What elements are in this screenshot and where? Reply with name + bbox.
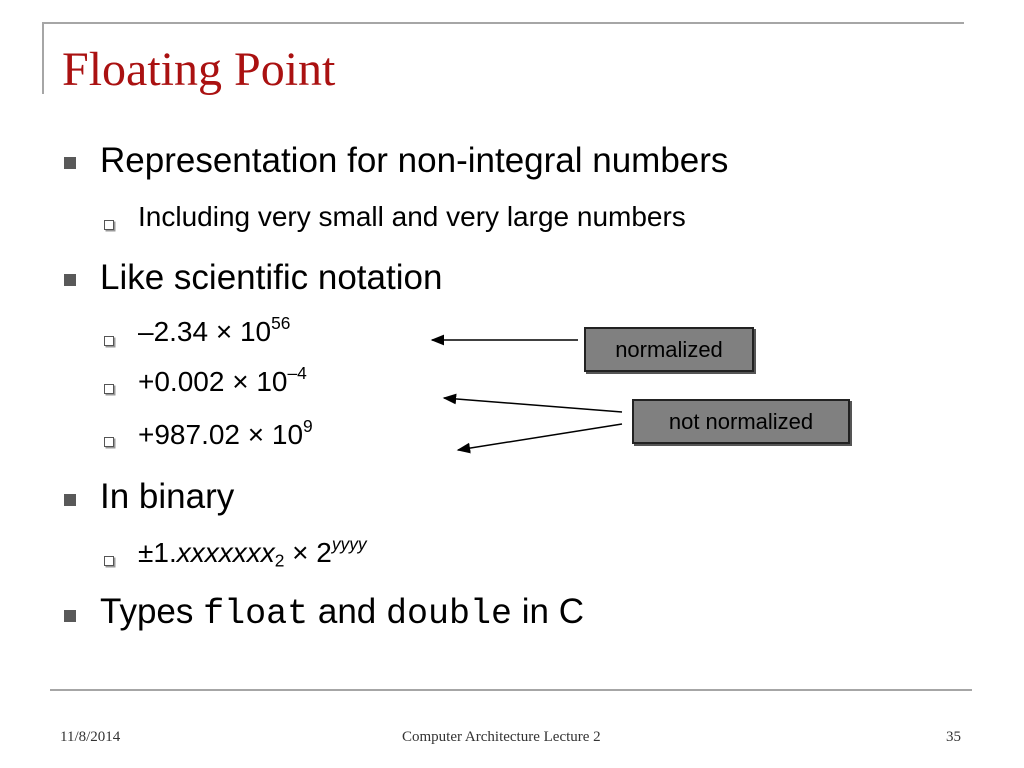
binary-times-base: × 2 <box>284 537 332 568</box>
binary-exponent: yyyy <box>331 534 367 555</box>
arrow-not-normalized-small <box>444 398 622 412</box>
example1-mantissa: –2.34 × 10 <box>138 316 272 347</box>
types-and: and <box>308 592 386 631</box>
bullet-scientific-notation: Like scientific notation <box>100 258 443 297</box>
example2-mantissa: +0.002 × 10 <box>138 366 288 397</box>
example1-exponent: 56 <box>271 313 291 334</box>
example2-exponent: –4 <box>287 363 307 384</box>
footer-course: Computer Architecture Lecture 2 <box>402 729 601 745</box>
code-double: double <box>386 594 513 634</box>
bullet-representation: Representation for non-integral numbers <box>100 141 729 180</box>
example3-exponent: 9 <box>303 416 313 437</box>
callout-normalized: normalized <box>584 327 754 372</box>
types-prefix: Types <box>100 592 204 631</box>
arrow-not-normalized-large <box>458 424 622 450</box>
code-float: float <box>203 594 309 634</box>
binary-fraction: xxxxxxx <box>176 537 275 568</box>
callout-not-normalized: not normalized <box>632 399 850 444</box>
subbullet-including: Including very small and very large numbers <box>138 201 686 232</box>
binary-prefix: ±1. <box>138 537 177 568</box>
slide-title: Floating Point <box>62 43 336 96</box>
example3-mantissa: +987.02 × 10 <box>138 419 304 450</box>
bullet-in-binary: In binary <box>100 477 235 516</box>
types-suffix: in C <box>512 592 584 631</box>
footer-page-number: 35 <box>946 729 961 745</box>
binary-subscript: 2 <box>274 550 285 571</box>
footer-date: 11/8/2014 <box>60 729 121 745</box>
